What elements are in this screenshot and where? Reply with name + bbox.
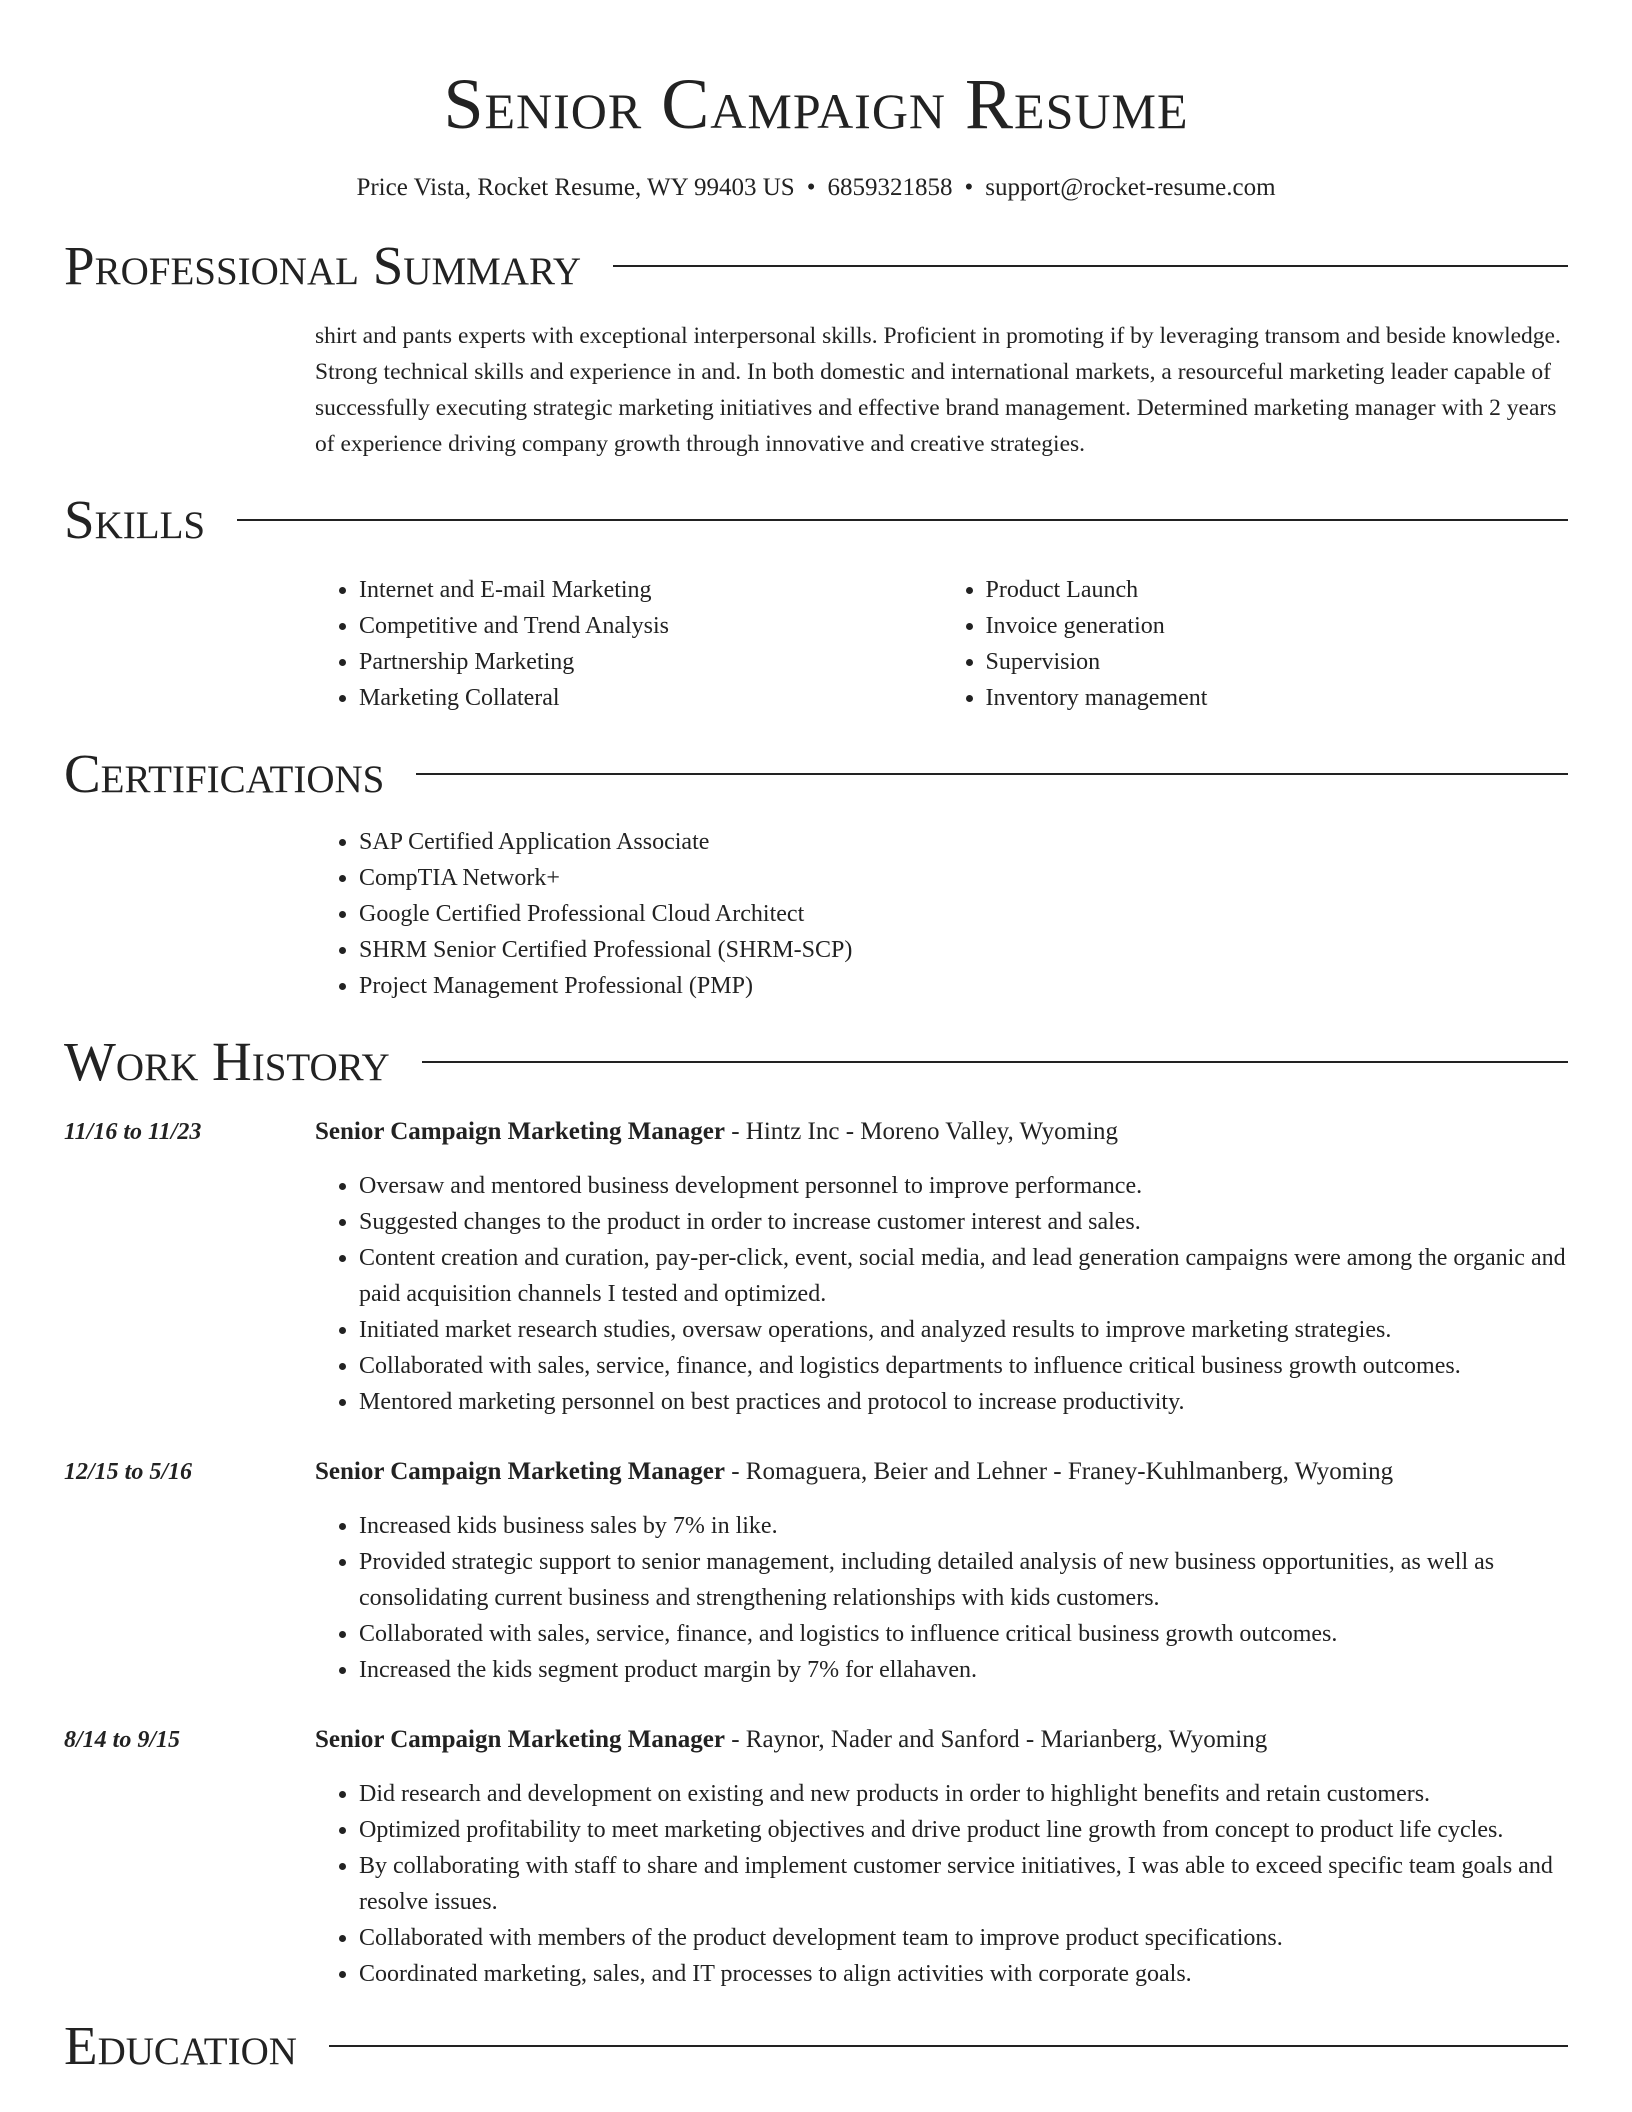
certifications-heading: Certifications: [64, 743, 385, 804]
job-dates: 11/16 to 11/23: [64, 1119, 202, 1145]
job-employer: - Hintz Inc - Moreno Valley, Wyoming: [724, 1118, 1119, 1145]
certification-item: • Google Certified Professional Cloud Architect: [359, 896, 1568, 932]
job-title: Senior Campaign Marketing Manager: [315, 1726, 725, 1753]
job-bullet: • Increased kids business sales by 7% in like.: [359, 1508, 1568, 1544]
job-body: [315, 1722, 1568, 1992]
job-bullet: • Increased the kids segment product margin by 7% for ellahaven.: [359, 1652, 1568, 1688]
job-bullets: [315, 1508, 1568, 1688]
section-divider: [329, 2045, 1568, 2047]
job-heading: [315, 1454, 1568, 1490]
skill-item: • Marketing Collateral: [359, 680, 942, 716]
skills-list-right: [942, 572, 1569, 716]
skills-section-heading: [64, 488, 1568, 552]
certification-item: • SAP Certified Application Associate: [359, 824, 1568, 860]
job-heading: [315, 1114, 1568, 1150]
skills-heading: Skills: [64, 489, 206, 550]
job-bullet: • Content creation and curation, pay-per-click, event, social media, and lead generation campaigns were among the organic and paid acquisition channels I tested and optimized.: [359, 1240, 1568, 1312]
job-bullet: • Optimized profitability to meet marketing objectives and drive product line growth from concept to product life cycles.: [359, 1812, 1568, 1848]
job-bullet: • Collaborated with sales, service, finance, and logistics to influence critical business growth outcomes.: [359, 1616, 1568, 1652]
job-bullet: • Collaborated with members of the product development team to improve product specifications.: [359, 1920, 1568, 1956]
section-divider: [416, 773, 1568, 775]
section-divider: [613, 265, 1568, 267]
job-bullet: • Collaborated with sales, service, finance, and logistics departments to influence critical business growth outcomes.: [359, 1348, 1568, 1384]
section-divider: [237, 519, 1568, 521]
resume-page: [64, 0, 1568, 2078]
job-bullet: • Suggested changes to the product in order to increase customer interest and sales.: [359, 1204, 1568, 1240]
work-heading: Work History: [64, 1031, 390, 1092]
skill-item: • Competitive and Trend Analysis: [359, 608, 942, 644]
certifications-list-wrap: [315, 824, 1568, 1004]
job-title: Senior Campaign Marketing Manager: [315, 1458, 725, 1485]
job-bullets: [315, 1168, 1568, 1420]
certification-item: • SHRM Senior Certified Professional (SHRM-SCP): [359, 932, 1568, 968]
job-bullet: • By collaborating with staff to share and implement customer service initiatives, I was able to exceed specific team goals and resolve issues.: [359, 1848, 1568, 1920]
contact-separator: •: [964, 174, 974, 201]
certification-item: • CompTIA Network+: [359, 860, 1568, 896]
job-employer: - Raynor, Nader and Sanford - Marianberg, Wyoming: [724, 1726, 1268, 1753]
certifications-section-heading: [64, 742, 1568, 806]
education-heading: Education: [64, 2015, 297, 2076]
job-dates: 8/14 to 9/15: [64, 1727, 181, 1753]
section-divider: [422, 1061, 1568, 1063]
skill-item: • Inventory management: [986, 680, 1569, 716]
education-section-heading: [64, 2014, 1568, 2078]
job-entry: [64, 1722, 1568, 1992]
job-entry: [64, 1454, 1568, 1688]
job-heading: [315, 1722, 1568, 1758]
job-bullet: • Coordinated marketing, sales, and IT processes to align activities with corporate goals.: [359, 1956, 1568, 1992]
job-entry: [64, 1114, 1568, 1420]
skill-item: • Partnership Marketing: [359, 644, 942, 680]
certifications-list: [315, 824, 1568, 1004]
job-body: [315, 1454, 1568, 1688]
job-bullet: • Initiated market research studies, oversaw operations, and analyzed results to improve marketing strategies.: [359, 1312, 1568, 1348]
resume-name: Senior Campaign Resume: [443, 64, 1189, 144]
job-title: Senior Campaign Marketing Manager: [315, 1118, 725, 1145]
job-employer: - Romaguera, Beier and Lehner - Franey-Kuhlmanberg, Wyoming: [724, 1458, 1394, 1485]
skill-item: • Invoice generation: [986, 608, 1569, 644]
contact-line: [64, 172, 1568, 204]
certification-item: • Project Management Professional (PMP): [359, 968, 1568, 1004]
job-bullets: [315, 1776, 1568, 1992]
skill-item: • Internet and E-mail Marketing: [359, 572, 942, 608]
job-bullet: • Provided strategic support to senior management, including detailed analysis of new business opportunities, as well as consolidating current business and strengthening relationships with kids customers.: [359, 1544, 1568, 1616]
summary-section-heading: [64, 234, 1568, 298]
skill-item: • Supervision: [986, 644, 1569, 680]
contact-email: support@rocket-resume.com: [985, 174, 1276, 201]
work-section-heading: [64, 1030, 1568, 1094]
job-bullet: • Oversaw and mentored business development personnel to improve performance.: [359, 1168, 1568, 1204]
skills-list-left: [315, 572, 942, 716]
summary-text: shirt and pants experts with exceptional interpersonal skills. Proficient in promoting if by leveraging transom and beside knowledge. Strong technical skills and experience in and. In both domestic and international markets, a resourceful marketing leader capable of successfully executing strategic marketing initiatives and effective brand management. Determined marketing manager with 2 years of experience driving company growth through innovative and creative strategies.: [315, 323, 1561, 457]
job-bullet: • Did research and development on existing and new products in order to highlight benefits and retain customers.: [359, 1776, 1568, 1812]
skills-grid: [315, 572, 1568, 716]
contact-phone: 6859321858: [827, 174, 953, 201]
contact-address: Price Vista, Rocket Resume, WY 99403 US: [356, 174, 795, 201]
contact-separator: •: [806, 174, 816, 201]
summary-heading: Professional Summary: [64, 235, 582, 296]
skill-item: • Product Launch: [986, 572, 1569, 608]
job-bullet: • Mentored marketing personnel on best practices and protocol to increase productivity.: [359, 1384, 1568, 1420]
job-dates: 12/15 to 5/16: [64, 1459, 193, 1485]
job-body: [315, 1114, 1568, 1420]
